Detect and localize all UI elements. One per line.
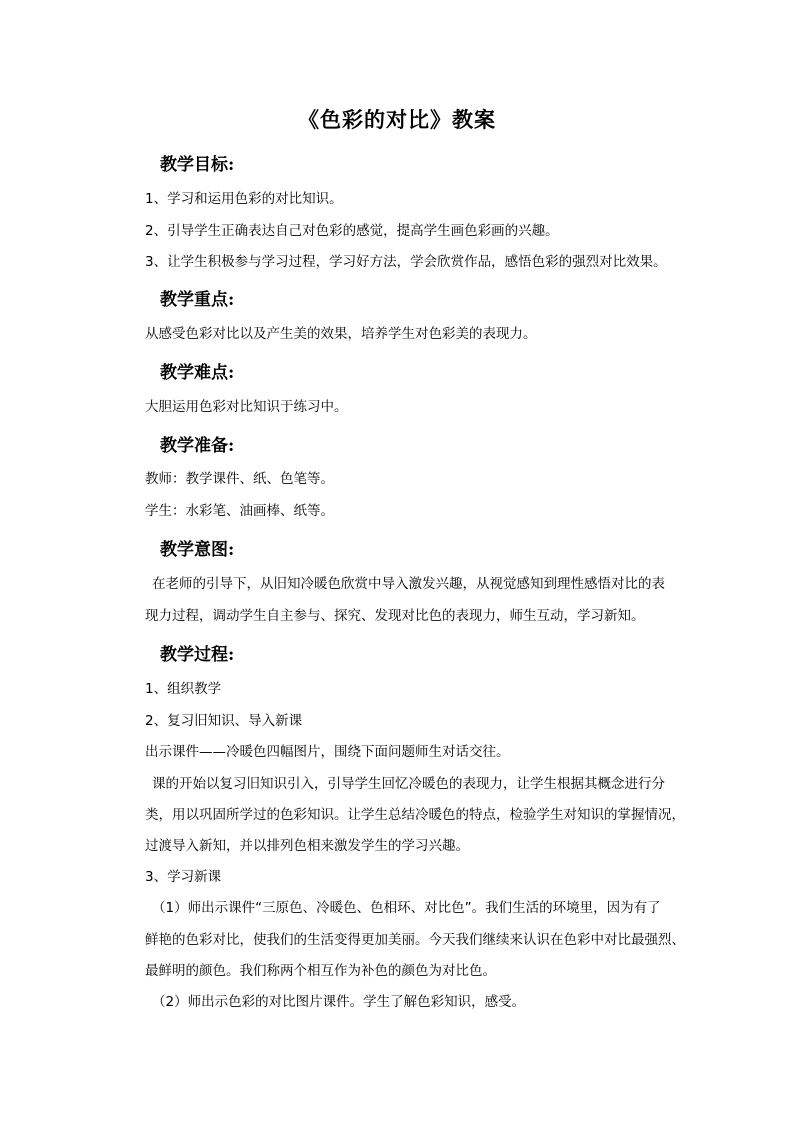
process-line: 课的开始以复习旧知识引入，引导学生回忆冷暖色的表现力，让学生根据其概念进行分 [152, 776, 665, 792]
goal-item: 2、引导学生正确表达自己对色彩的感觉，提高学生画色彩画的兴趣。 [145, 223, 559, 239]
process-line: 过渡导入新知，并以排列色相来激发学生的学习兴趣。 [145, 838, 469, 854]
page-title: 《色彩的对比》教案 [298, 107, 496, 132]
heading-goals: 教学目标: [160, 155, 235, 175]
process-line: （2）师出示色彩的对比图片课件。学生了解色彩知识，感受。 [152, 994, 526, 1010]
difficulty-text: 大胆运用色彩对比知识于练习中。 [145, 399, 348, 415]
goal-item: 1、学习和运用色彩的对比知识。 [145, 191, 343, 207]
process-line: 类，用以巩固所学过的色彩知识。让学生总结冷暖色的特点，检验学生对知识的掌握情况， [145, 807, 685, 823]
heading-intent: 教学意图: [160, 540, 235, 560]
goal-item: 3、让学生积极参与学习过程，学习好方法，学会欣赏作品，感悟色彩的强烈对比效果。 [145, 254, 667, 270]
process-line: 2、复习旧知识、导入新课 [145, 713, 303, 729]
process-line: 3、学习新课 [145, 869, 222, 885]
process-line: 鲜艳的色彩对比，使我们的生活变得更加美丽。今天我们继续来认识在色彩中对比最强烈、 [145, 932, 685, 948]
prep-item: 教师：教学课件、纸、色笔等。 [145, 471, 334, 487]
intent-line: 在老师的引导下，从旧知冷暖色欣赏中导入激发兴趣，从视觉感知到理性感悟对比的表 [152, 576, 665, 592]
heading-difficulty: 教学难点: [160, 363, 235, 383]
process-line: 出示课件——冷暖色四幅图片，围绕下面问题师生对话交往。 [145, 744, 510, 760]
process-line: 最鲜明的颜色。我们称两个相互作为补色的颜色为对比色。 [145, 963, 496, 979]
heading-prep: 教学准备: [160, 436, 235, 456]
intent-line: 现力过程，调动学生自主参与、探究、发现对比色的表现力，师生互动，学习新知。 [145, 608, 645, 624]
heading-process: 教学过程: [160, 645, 235, 665]
heading-key: 教学重点: [160, 290, 235, 310]
process-line: 1、组织教学 [145, 681, 222, 697]
key-text: 从感受色彩对比以及产生美的效果，培养学生对色彩美的表现力。 [145, 326, 537, 342]
process-line: （1）师出示课件“三原色、冷暖色、色相环、对比色”。我们生活的环境里，因为有了 [152, 900, 661, 916]
prep-item: 学生：水彩笔、油画棒、纸等。 [145, 503, 334, 519]
